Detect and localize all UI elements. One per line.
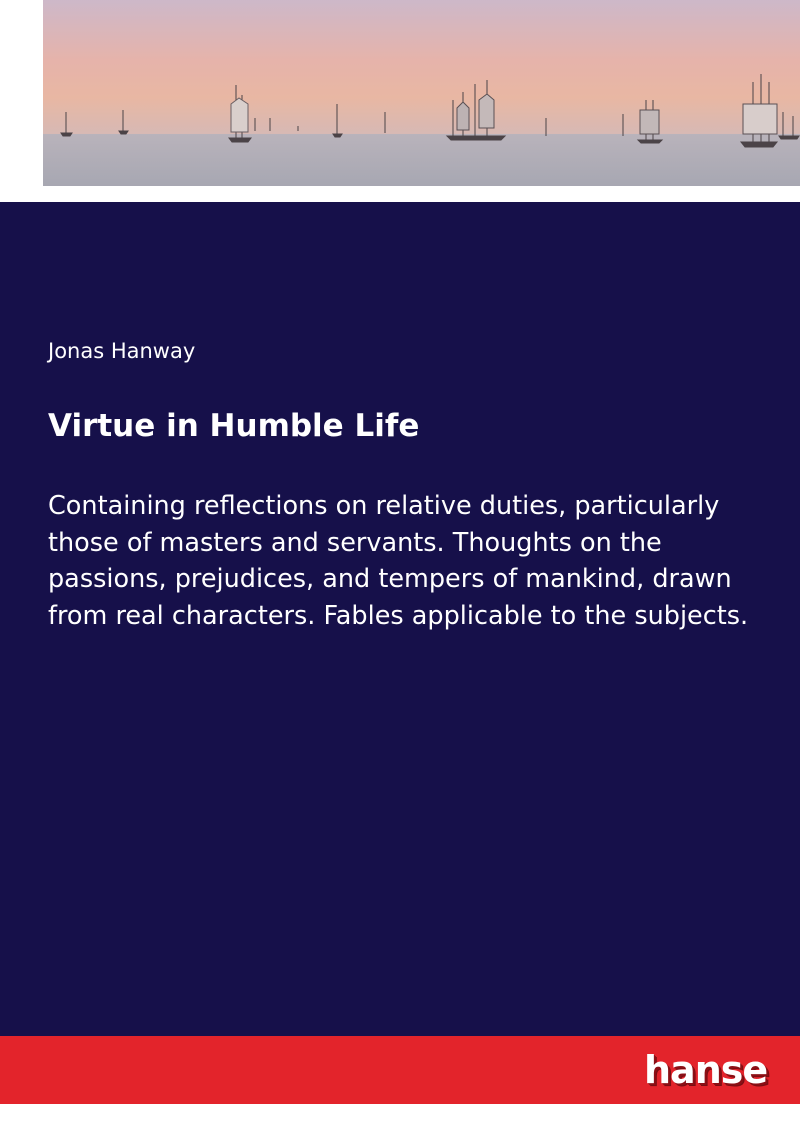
bottom-margin <box>0 1104 800 1134</box>
book-title: Virtue in Humble Life <box>48 408 420 444</box>
publisher-logo: hanse <box>644 1048 768 1092</box>
book-subtitle: Containing reflections on relative duties, particularly those of masters and servants. Thoughts on the passions, prejudices, and tempers of mankind, drawn from real characters. Fables applicable to the subjects. <box>48 491 749 631</box>
author-name: Jonas Hanway <box>48 339 196 363</box>
cover-photo <box>43 0 800 186</box>
